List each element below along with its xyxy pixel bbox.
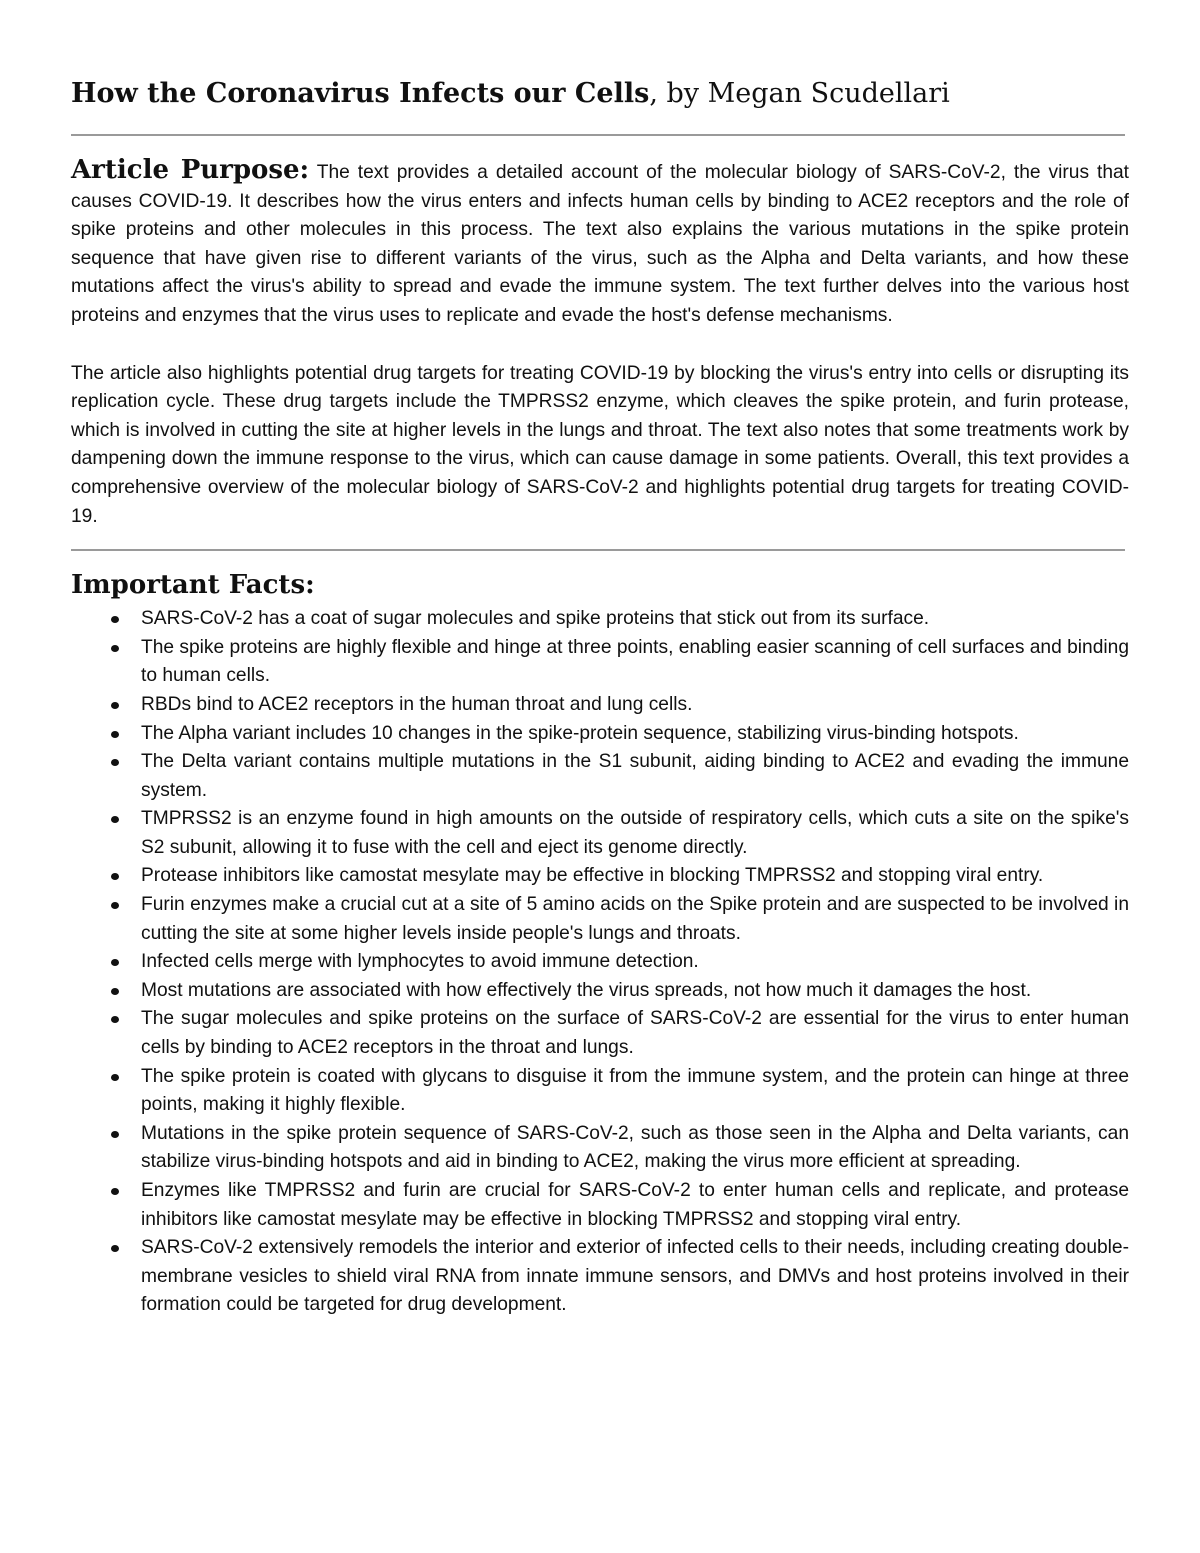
bullet-icon — [111, 1131, 119, 1138]
fact-text: Protease inhibitors like camostat mesylate may be effective in blocking TMPRSS2 and stopping viral entry. — [141, 865, 1044, 887]
purpose-paragraph-2: The article also highlights potential drug targets for treating COVID-19 by blocking the virus's entry into cells or disrupting its replication cycle. These drug targets include the TMPRSS2 enzyme, which cleaves the spike protein, and furin protease, which is involved in cutting the site at higher levels in the lungs and throat. The text also notes that some treatments work by dampening down the immune response to the virus, which can cause damage in some patients. Overall, this text provides a comprehensive overview of the molecular biology of SARS-CoV-2 and highlights potential drug targets for treating COVID-19. — [71, 362, 1129, 527]
fact-item — [141, 691, 1129, 720]
document-title — [71, 74, 1129, 114]
divider-top — [71, 134, 1125, 136]
bullet-icon — [111, 759, 119, 766]
fact-text: Most mutations are associated with how effectively the virus spreads, not how much it damages the host. — [141, 979, 1032, 1001]
fact-text: The spike protein is coated with glycans to disguise it from the immune system, and the protein can hinge at three points, making it highly flexible. — [141, 1065, 1129, 1116]
bullet-icon — [111, 645, 119, 652]
facts-list — [71, 605, 1129, 1320]
bullet-icon — [111, 1188, 119, 1195]
bullet-icon — [111, 1245, 119, 1252]
fact-text: The Delta variant contains multiple mutations in the S1 subunit, aiding binding to ACE2 and evading the immune system. — [141, 751, 1129, 801]
fact-item — [141, 634, 1129, 691]
fact-text: TMPRSS2 is an enzyme found in high amounts on the outside of respiratory cells, which cuts a site on the spike's S2 subunit, allowing it to fuse with the cell and eject its genome directly. — [141, 808, 1129, 858]
bullet-icon — [111, 702, 119, 709]
divider-middle — [71, 549, 1125, 551]
fact-text: Furin enzymes make a crucial cut at a site of 5 amino acids on the Spike protein and are suspected to be involved in cutting the site at some higher levels inside people's lungs and throats. — [141, 894, 1129, 944]
fact-item — [141, 1234, 1129, 1320]
fact-item — [141, 805, 1129, 862]
bullet-icon — [111, 1074, 119, 1081]
purpose-heading: Article Purpose: — [71, 155, 310, 185]
bullet-icon — [111, 731, 119, 738]
fact-text: SARS-CoV-2 has a coat of sugar molecules and spike proteins that stick out from its surface. — [141, 608, 930, 630]
fact-text: RBDs bind to ACE2 receptors in the human throat and lung cells. — [141, 693, 693, 715]
purpose-paragraph-1 — [71, 156, 1129, 331]
purpose-text-1: The text provides a detailed account of the molecular biology of SARS-CoV-2, the virus that causes COVID-19. It describes how the virus enters and infects human cells by binding to ACE2 receptors and the role of spike proteins and other molecules in this process. The text also explains the various mutations in the spike protein sequence that have given rise to different variants of the virus, such as the Alpha and Delta variants, and how these mutations affect the virus's ability to spread and evade the immune system. The text further delves into the various host proteins and enzymes that the virus uses to replicate and evade the host's defense mechanisms. — [71, 162, 1130, 326]
article-title: How the Coronavirus Infects our Cells — [71, 78, 650, 109]
bullet-icon — [111, 902, 119, 909]
fact-item — [141, 1063, 1129, 1120]
article-byline: , by Megan Scudellari — [649, 78, 950, 109]
fact-item — [141, 748, 1129, 805]
fact-item — [141, 862, 1129, 891]
bullet-icon — [111, 616, 119, 623]
fact-item — [141, 1177, 1129, 1234]
fact-text: Infected cells merge with lymphocytes to avoid immune detection. — [141, 951, 699, 973]
fact-item — [141, 948, 1129, 977]
fact-item — [141, 720, 1129, 749]
bullet-icon — [111, 816, 119, 823]
fact-text: The spike proteins are highly flexible and hinge at three points, enabling easier scanning of cell surfaces and binding to human cells. — [141, 636, 1129, 687]
document-page — [71, 74, 1129, 1320]
fact-text: Mutations in the spike protein sequence of SARS-CoV-2, such as those seen in the Alpha and Delta variants, can stabilize virus-binding hotspots and aid in binding to ACE2, making the virus more efficient at spreading. — [141, 1122, 1129, 1173]
fact-item — [141, 1120, 1129, 1177]
fact-text: SARS-CoV-2 extensively remodels the interior and exterior of infected cells to their needs, including creating double-membrane vesicles to shield viral RNA from innate immune sensors, and DMVs and host proteins involved in their formation could be targeted for drug development. — [141, 1237, 1129, 1316]
fact-item — [141, 891, 1129, 948]
fact-text: Enzymes like TMPRSS2 and furin are crucial for SARS-CoV-2 to enter human cells and replicate, and protease inhibitors like camostat mesylate may be effective in blocking TMPRSS2 and stopping viral entry. — [141, 1180, 1129, 1230]
fact-item — [141, 605, 1129, 634]
bullet-icon — [111, 873, 119, 880]
bullet-icon — [111, 959, 119, 966]
fact-item — [141, 1005, 1129, 1062]
fact-text: The Alpha variant includes 10 changes in the spike-protein sequence, stabilizing virus-binding hotspots. — [141, 722, 1019, 744]
bullet-icon — [111, 988, 119, 995]
facts-heading: Important Facts: — [71, 570, 315, 601]
fact-text: The sugar molecules and spike proteins on the surface of SARS-CoV-2 are essential for the virus to enter human cells by binding to ACE2 receptors in the throat and lungs. — [141, 1008, 1129, 1059]
fact-item — [141, 977, 1129, 1006]
bullet-icon — [111, 1016, 119, 1023]
